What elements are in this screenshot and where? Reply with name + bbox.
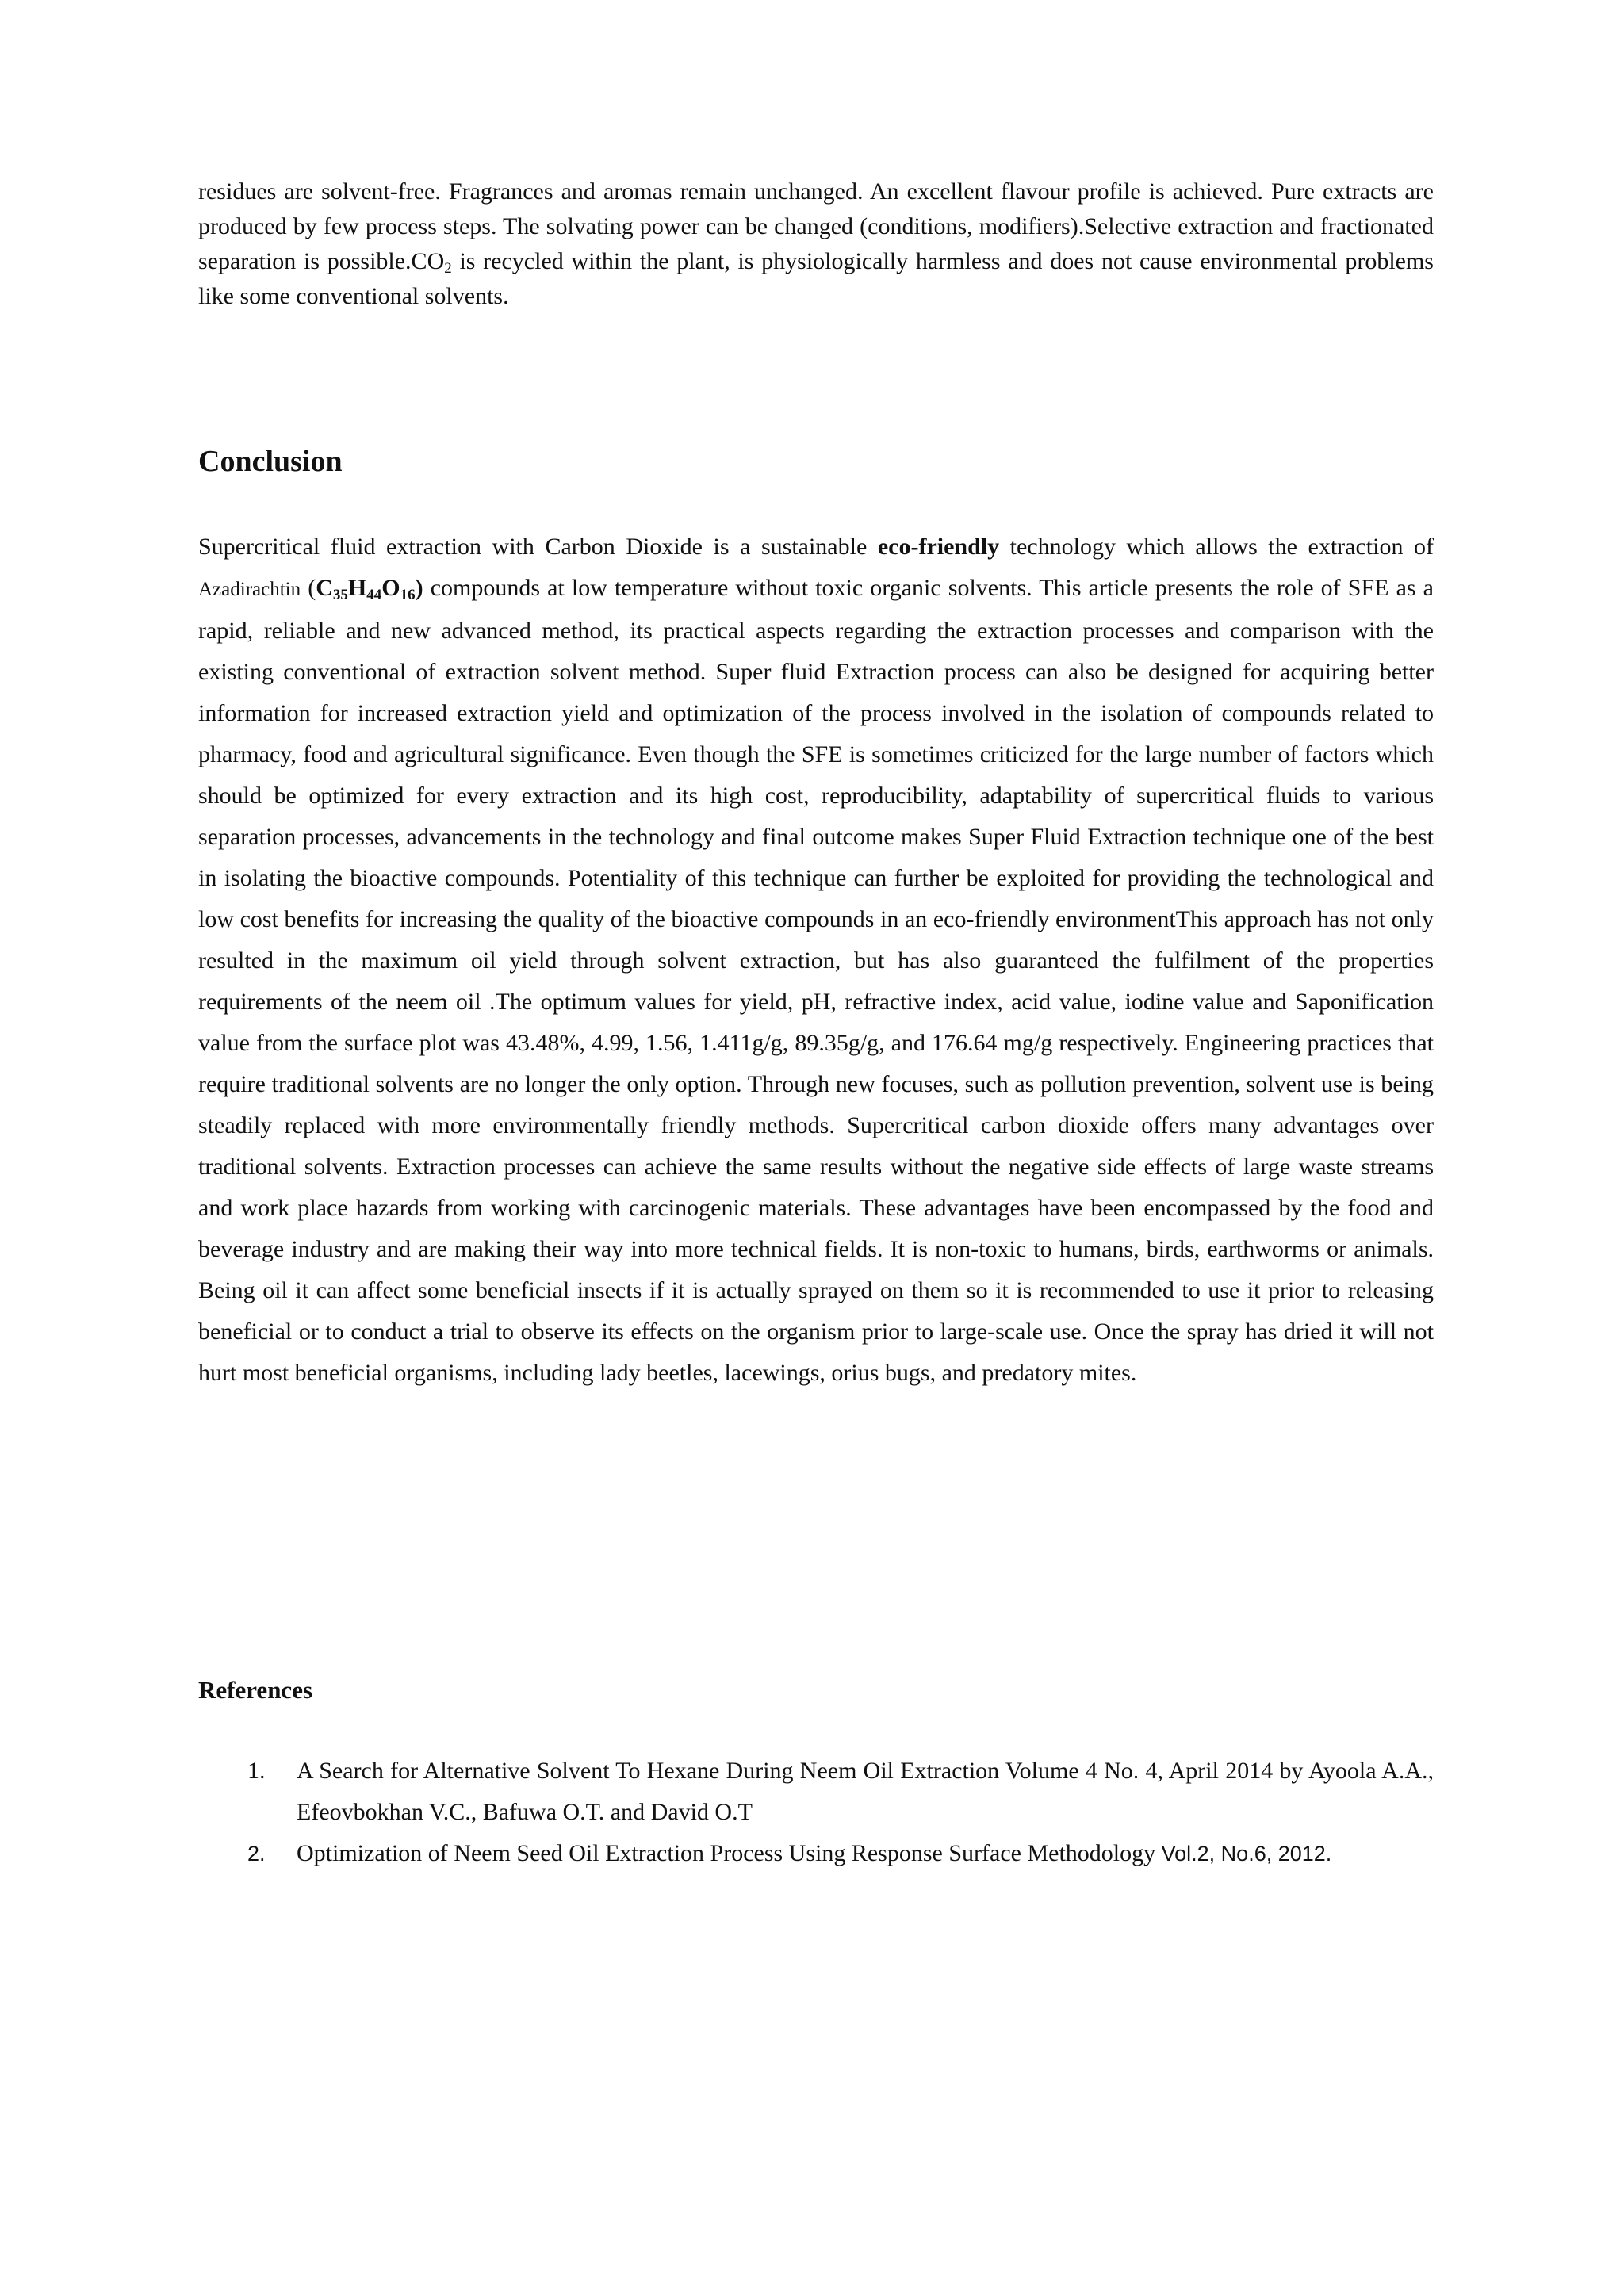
reference-number: 1. [247, 1758, 266, 1784]
reference-text: A Search for Alternative Solvent To Hexane During Neem Oil Extraction Volume 4 No. 4, April 2014 by Ayoola A.A., Efeovbokhan V.C., Bafuwa O.T. and David O.T [297, 1758, 1434, 1825]
formula-h-sub: 44 [366, 587, 382, 603]
formula-h: H [347, 575, 367, 601]
conclusion-text-part2: technology which allows the extraction of [999, 534, 1434, 560]
reference-suffix: Vol.2, No.6, 2012. [1161, 1842, 1332, 1866]
formula-o: O [381, 575, 400, 601]
conclusion-text-part3: compounds at low temperature without toxic organic solvents. This article presents the role of SFE as a rapid, reliable and new advanced method, its practical aspects regarding the extraction processes and comparison with the existing conventional of extraction solvent method. Super fluid Extraction process can also be designed for acquiring better information for increased extraction yield and optimization of the process involved in the isolation of compounds related to pharmacy, food and agricultural significance. Even though the SFE is sometimes criticized for the large number of factors which should be optimized for every extraction and its high cost, reproducibility, adaptability of supercritical fluids to various separation processes, advancements in the technology and final outcome makes Super Fluid Extraction technique one of the best in isolating the bioactive compounds. Potentiality of this technique can further be exploited for providing the technological and low cost benefits for increasing the quality of the bioactive compounds in an eco-friendly environmentThis approach has not only resulted in the maximum oil yield through solvent extraction, but has also guaranteed the fulfilment of the properties requirements of the neem oil .The optimum values for yield, pH, refractive index, acid value, iodine value and Saponification value from the surface plot was 43.48%, 4.99, 1.56, 1.411g/g, 89.35g/g, and 176.64 mg/g respectively. Engineering practices that require traditional solvents are no longer the only option. Through new focuses, such as pollution prevention, solvent use is being steadily replaced with more environmentally friendly methods. Supercritical carbon dioxide offers many advantages over traditional solvents. Extraction processes can achieve the same results without the negative side effects of large waste streams and work place hazards from working with carcinogenic materials. These advantages have been encompassed by the food and beverage industry and are making their way into more technical fields. It is non-toxic to humans, birds, earthworms or animals. Being oil it can affect some beneficial insects if it is actually sprayed on them so it is recommended to use it prior to releasing beneficial or to conduct a trial to observe its effects on the organism prior to large-scale use. Once the spray has dried it will not hurt most beneficial organisms, including lady beetles, lacewings, orius bugs, and predatory mites. [198, 575, 1434, 1386]
compound-name: Azadirachtin [198, 579, 301, 600]
intro-text-lead: residues are solvent-free. Fragrances and aromas remain unchanged. An excellent flavour profile is achieved. Pure extracts are produced by few process steps. The solvating power can be changed (conditions, modifiers).Selective extraction and fractionated separation is possible.CO [198, 178, 1434, 274]
conclusion-paragraph [198, 526, 1434, 1394]
references-list [198, 1751, 1434, 1874]
formula-c-sub: 35 [332, 587, 348, 603]
co2-subscript-wrap [444, 248, 452, 277]
reference-item [198, 1833, 1434, 1874]
conclusion-heading: Conclusion [198, 445, 343, 478]
formula-o-sub: 16 [400, 587, 416, 603]
formula-close: ) [415, 575, 423, 601]
intro-text-tail: is recycled within the plant, is physiologically harmless and does not cause environmental problems like some conventional solvents. [198, 248, 1434, 309]
co2-subscript: 2 [444, 260, 452, 277]
formula-c: C [316, 575, 333, 601]
reference-item [198, 1751, 1434, 1833]
references-heading: References [198, 1676, 313, 1704]
chemical-formula [316, 575, 423, 601]
eco-friendly-term: eco-friendly [877, 534, 1000, 560]
document-page [198, 174, 1434, 1866]
formula-open: ( [301, 575, 316, 601]
intro-paragraph [198, 174, 1434, 314]
reference-text: Optimization of Neem Seed Oil Extraction Process Using Response Surface Methodology [297, 1840, 1162, 1866]
reference-number: 2. [247, 1842, 266, 1866]
conclusion-text-part1: Supercritical fluid extraction with Carbon Dioxide is a sustainable [198, 534, 878, 560]
